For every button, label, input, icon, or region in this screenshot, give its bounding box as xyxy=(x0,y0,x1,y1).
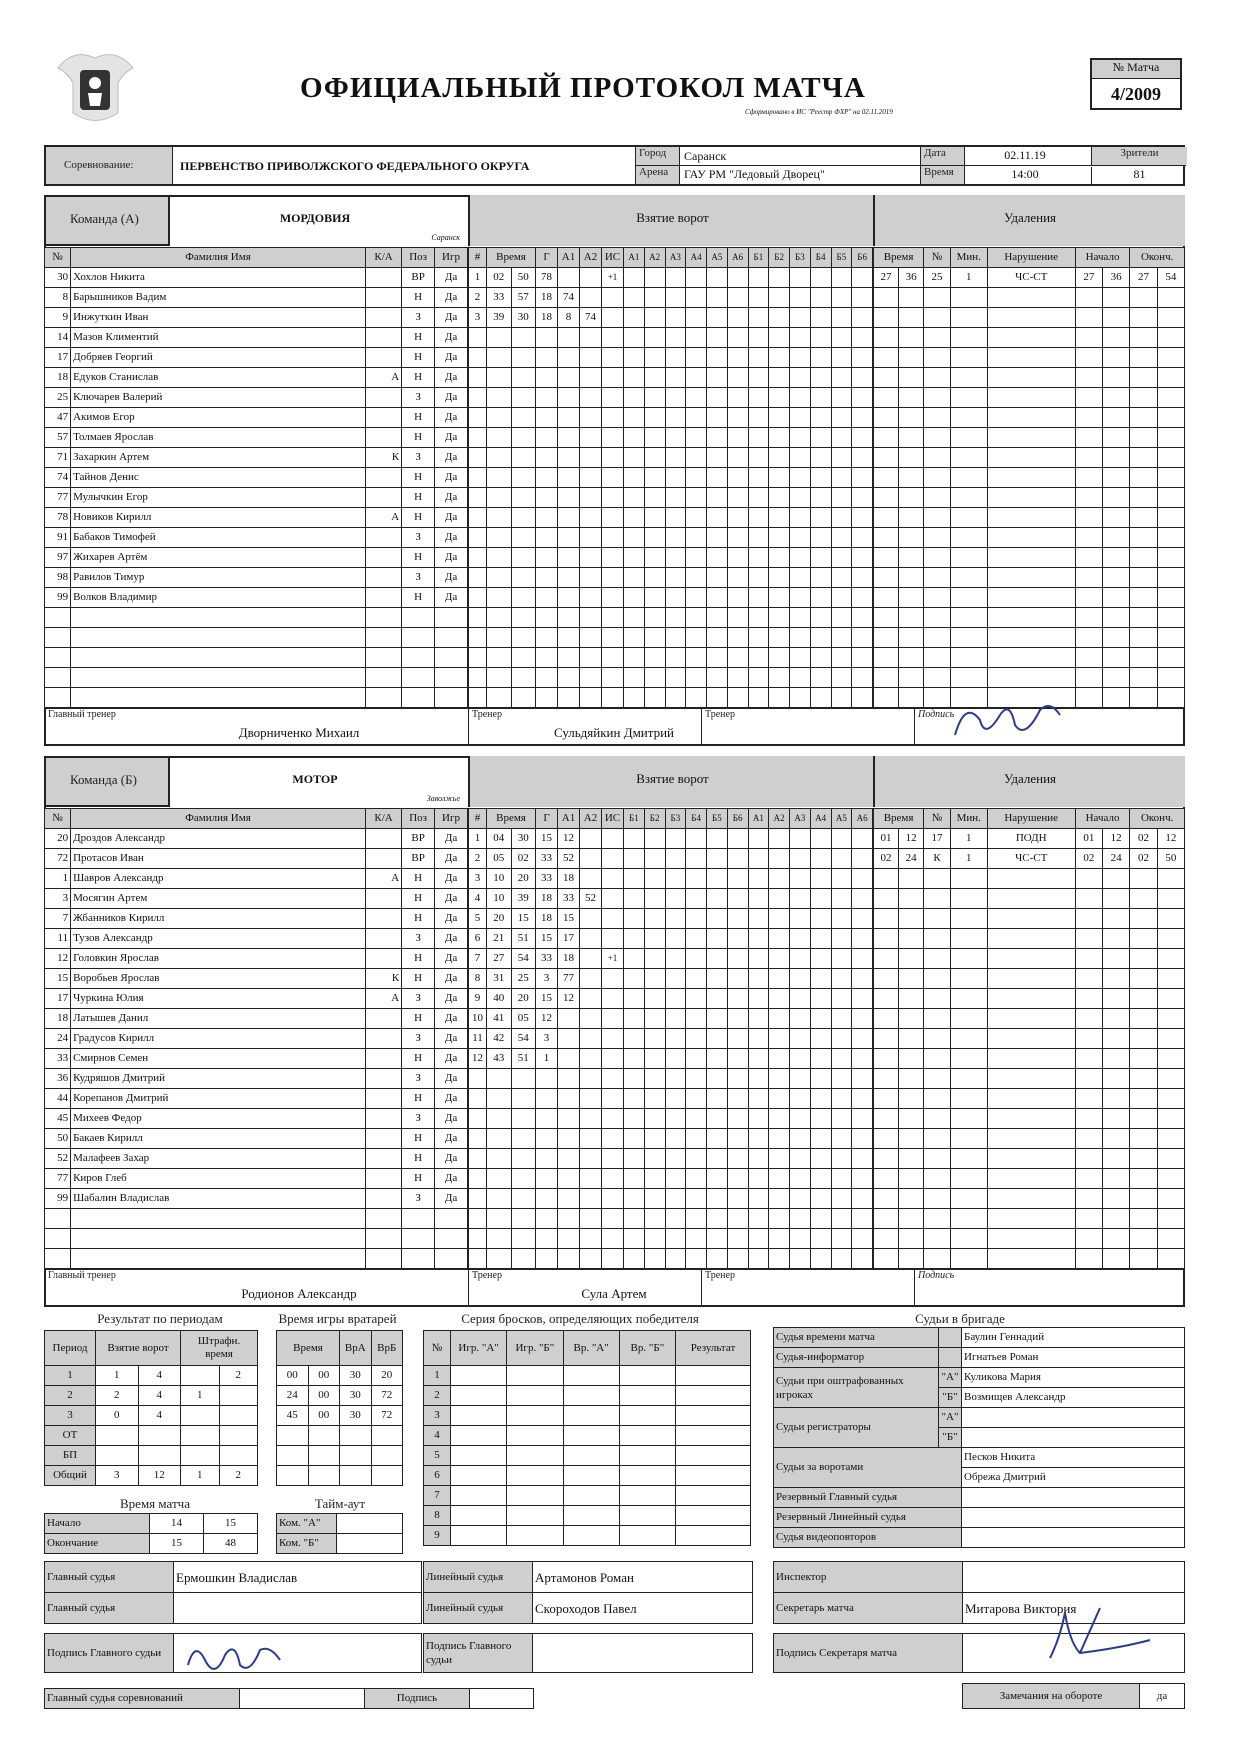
penalty-row: 27 36 25 1 ЧС-СТ 27 36 27 54 xyxy=(874,268,1185,288)
penalty-row xyxy=(874,388,1185,408)
goal-row xyxy=(469,468,873,488)
penalty-row xyxy=(874,1249,1185,1269)
inspector-table: Инспектор Секретарь матча Митарова Виктория xyxy=(773,1561,1185,1624)
player-row: 9 Инжуткин Иван З Да xyxy=(45,308,468,328)
player-row: 78 Новиков Кирилл А Н Да xyxy=(45,508,468,528)
head-coach: Родионов Александр xyxy=(241,1286,357,1301)
shootout-row: 3 xyxy=(424,1406,751,1426)
goal-row xyxy=(469,548,873,568)
goal-row xyxy=(469,1229,873,1249)
match-number: 4/2009 xyxy=(1110,84,1161,104)
shootout-row: 9 xyxy=(424,1526,751,1546)
goal-row xyxy=(469,648,873,668)
player-row: 11 Тузов Александр З Да xyxy=(45,929,468,949)
timeout-title: Тайм-аут xyxy=(314,1496,366,1511)
goal-row: 6 21 51 15 17 xyxy=(469,929,873,949)
penalty-row xyxy=(874,368,1185,388)
sign-main2-table: Подпись Главного судьи xyxy=(423,1633,753,1673)
goal-row: 12 43 51 1 xyxy=(469,1049,873,1069)
team-a-section xyxy=(44,195,1185,746)
competition-ref-table: Главный судья соревнований Подпись xyxy=(44,1688,534,1709)
goal-row xyxy=(469,668,873,688)
period-row: ОТ xyxy=(45,1426,258,1446)
penalties-title: Удаления xyxy=(1003,210,1057,225)
penalty-row xyxy=(874,568,1185,588)
penalty-row xyxy=(874,1129,1185,1149)
goal-row xyxy=(469,508,873,528)
gk-b-header: ВрБ xyxy=(371,1331,403,1366)
goalie-row: 45 00 30 72 xyxy=(277,1406,403,1426)
goal-row xyxy=(469,1129,873,1149)
penalty-row xyxy=(874,608,1185,628)
period-row: БП xyxy=(45,1446,258,1466)
penalty-row xyxy=(874,1149,1185,1169)
main-referee-signature xyxy=(180,1635,290,1685)
head-coach-label: Главный тренер xyxy=(48,709,116,720)
penalties-title: Удаления xyxy=(1003,771,1057,786)
penalty-row xyxy=(874,1009,1185,1029)
penalty-row xyxy=(874,949,1185,969)
goal-row xyxy=(469,388,873,408)
goal-row xyxy=(469,1089,873,1109)
period-header: Период xyxy=(45,1331,96,1366)
player-row: 14 Мазов Климентий Н Да xyxy=(45,328,468,348)
roster-table: № Фамилия Имя К/А Поз Игр 30 Хохлов Никита ВР Да 8 Барышников Вадим Н Да 9 Инжуткин Иван З Да 14 Мазов Климентий Н Да 17 Добряев Георгий Н Да 18 Едуков Станислав А Н Да 25 Ключарев Валерий З Да 47 Акимов Егор Н Да 57 Толмаев Ярослав Н Да 71 Захаркин Артем К З Да 74 Тайнов Денис Н Да 77 Мулычкин Егор Н Да 78 Новиков Кирилл А Н Да 91 Бабаков Тимофей З Да 97 Жихарев Артём Н Да 98 Равилов Тимур З Да 99 Волков Владимир Н Да xyxy=(44,247,468,708)
secretary-signature xyxy=(1040,1598,1160,1668)
team-label: Команда (А) xyxy=(70,211,139,226)
penalty-row xyxy=(874,428,1185,448)
period-row: 3 0 4 xyxy=(45,1406,258,1426)
info-bar xyxy=(44,145,1185,186)
goalie-time-title: Время игры вратарей xyxy=(278,1311,397,1326)
match-end-m: 48 xyxy=(204,1534,258,1554)
player-row: 36 Кудряшов Дмитрий З Да xyxy=(45,1069,468,1089)
penalty-row xyxy=(874,628,1185,648)
goal-row xyxy=(469,328,873,348)
coach-signature xyxy=(945,695,1070,750)
player-row: 12 Головкин Ярослав Н Да xyxy=(45,949,468,969)
penalty-row xyxy=(874,448,1185,468)
penalty-row xyxy=(874,1089,1185,1109)
time-label: Время xyxy=(921,166,965,184)
player-row: 98 Равилов Тимур З Да xyxy=(45,568,468,588)
goals-title: Взятие ворот xyxy=(636,771,709,786)
player-row: 74 Тайнов Денис Н Да xyxy=(45,468,468,488)
penalty-row xyxy=(874,548,1185,568)
shootout-row: 2 xyxy=(424,1386,751,1406)
penalty-row xyxy=(874,528,1185,548)
goal-row xyxy=(469,628,873,648)
shootout-row: 6 xyxy=(424,1466,751,1486)
penalty-row xyxy=(874,648,1185,668)
penalty-row xyxy=(874,308,1185,328)
penalty-row xyxy=(874,929,1185,949)
match-time-title: Время матча xyxy=(120,1496,190,1511)
goal-row: 10 41 05 12 xyxy=(469,1009,873,1029)
timeout-b-label: Ком. "Б" xyxy=(277,1534,337,1554)
match-number-box xyxy=(1090,58,1182,110)
competition-name: ПЕРВЕНСТВО ПРИВОЛЖСКОГО ФЕДЕРАЛЬНОГО ОКРУГА xyxy=(180,159,530,173)
player-row: 57 Толмаев Ярослав Н Да xyxy=(45,428,468,448)
player-row: 71 Захаркин Артем К З Да xyxy=(45,448,468,468)
line-referees-table: Линейный судья Артамонов Роман Линейный судья Скороходов Павел xyxy=(423,1561,753,1624)
period-row: 2 2 4 1 xyxy=(45,1386,258,1406)
player-row: 91 Бабаков Тимофей З Да xyxy=(45,528,468,548)
team-label: Команда (Б) xyxy=(70,772,137,787)
penalty-row xyxy=(874,869,1185,889)
goal-row xyxy=(469,348,873,368)
player-row: 33 Смирнов Семен Н Да xyxy=(45,1049,468,1069)
goal-row xyxy=(469,568,873,588)
match-end-label: Окончание xyxy=(45,1534,150,1554)
goals-table: # Время Г А1 А2 ИС Б1 Б2 Б3 Б4 Б5 Б6 А1 А2 А3 А4 А5 А6 1 04 30 15 12 2 05 02 33 52 3 10 20 33 18 4 10 39 18 33 52 5 20 15 18 15 6 21 51 15 17 7 27 54 33 18 +1 8 31 25 3 77 9 40 20 15 12 10 41 05 12 11 42 54 3 12 43 51 1 xyxy=(468,808,873,1269)
timeout-a-label: Ком. "А" xyxy=(277,1514,337,1534)
coach-label: Тренер xyxy=(472,709,502,720)
period-row: 1 1 4 2 xyxy=(45,1366,258,1386)
date: 02.11.19 xyxy=(1004,148,1046,162)
player-row: 20 Дроздов Александр ВР Да xyxy=(45,829,468,849)
goal-row xyxy=(469,428,873,448)
penalty-row xyxy=(874,588,1185,608)
player-row: 97 Жихарев Артём Н Да xyxy=(45,548,468,568)
goal-row: 11 42 54 3 xyxy=(469,1029,873,1049)
goal-row xyxy=(469,1109,873,1129)
goal-row: 9 40 20 15 12 xyxy=(469,989,873,1009)
document-title: ОФИЦИАЛЬНЫЙ ПРОТОКОЛ МАТЧА xyxy=(300,72,866,104)
period-results-title: Результат по периодам xyxy=(97,1311,223,1326)
goal-row xyxy=(469,1249,873,1269)
player-row: 18 Латышев Данил Н Да xyxy=(45,1009,468,1029)
goal-row xyxy=(469,1209,873,1229)
sign-label: Подпись xyxy=(918,709,955,720)
goal-row: 1 04 30 15 12 xyxy=(469,829,873,849)
player-row: 17 Добряев Георгий Н Да xyxy=(45,348,468,368)
city: Саранск xyxy=(684,149,727,163)
team-name: МОРДОВИЯ xyxy=(279,211,351,225)
player-row: 3 Мосягин Артем Н Да xyxy=(45,889,468,909)
player-row: 50 Бакаев Кирилл Н Да xyxy=(45,1129,468,1149)
roster-table: № Фамилия Имя К/А Поз Игр 20 Дроздов Александр ВР Да 72 Протасов Иван ВР Да 1 Шавров Александр А Н Да 3 Мосягин Артем Н Да 7 Жбанников Кирилл Н Да 11 Тузов Александр З Да 12 Головкин Ярослав Н Да 15 Воробьев Ярослав К Н Да 17 Чуркина Юлия А З Да 18 Латышев Данил Н Да 24 Градусов Кирилл З Да 33 Смирнов Семен Н Да 36 Кудряшов Дмитрий З Да 44 Корепанов Дмитрий Н Да 45 Михеев Федор З Да 50 Бакаев Кирилл Н Да 52 Малафеев Захар Н Да 77 Киров Глеб Н Да 99 Шабалин Владислав З Да xyxy=(44,808,468,1269)
goal-row xyxy=(469,1189,873,1209)
referees-table: Судья времени матча Баулин Геннадий Судья-информатор Игнатьев Роман Судьи при оштрафованных игроках "А" Куликова Мария "Б" Возмищев Александр Судьи регистраторы "А" "Б" Судьи за воротами Песков Никита Обрежа Дмитрий Резервный Главный судья Резервный Линейный судья Судья видеоповторов xyxy=(773,1327,1185,1548)
player-row: 17 Чуркина Юлия А З Да xyxy=(45,989,468,1009)
coach: Сульдяйкин Дмитрий xyxy=(553,725,675,740)
time: 14:00 xyxy=(1011,167,1039,181)
goalie-row xyxy=(277,1466,403,1486)
player-row: 30 Хохлов Никита ВР Да xyxy=(45,268,468,288)
penalty-row xyxy=(874,328,1185,348)
penalties-table: Время № Мин. Нарушение Начало Оконч. 27 36 25 1 ЧС-СТ 27 36 27 54 xyxy=(873,247,1185,708)
goal-row: 8 31 25 3 77 xyxy=(469,969,873,989)
shootout-row: 7 xyxy=(424,1486,751,1506)
head-coach-label: Главный тренер xyxy=(48,1270,116,1281)
sign-secretary-table: Подпись Секретаря матча xyxy=(773,1633,1185,1673)
match-start-h: 14 xyxy=(150,1514,204,1534)
penalty-header: Штрафн. время xyxy=(181,1331,258,1366)
goalie-row: 00 00 30 20 xyxy=(277,1366,403,1386)
spectators: 81 xyxy=(1091,167,1187,184)
penalty-row xyxy=(874,1229,1185,1249)
goal-row xyxy=(469,608,873,628)
main-referees-table: Главный судья Ермошкин Владислав Главный судья xyxy=(44,1561,422,1624)
goal-row: 2 33 57 18 74 xyxy=(469,288,873,308)
match-end-h: 15 xyxy=(150,1534,204,1554)
coach-label: Тренер xyxy=(472,1270,502,1281)
player-row: 24 Градусов Кирилл З Да xyxy=(45,1029,468,1049)
penalty-row xyxy=(874,468,1185,488)
shootout-row: 4 xyxy=(424,1426,751,1446)
shootout-title: Серия бросков, определяющих победителя xyxy=(461,1311,699,1326)
goal-row: 1 02 50 78 +1 xyxy=(469,268,873,288)
penalty-row xyxy=(874,348,1185,368)
penalty-row xyxy=(874,1069,1185,1089)
head-coach: Дворниченко Михаил xyxy=(238,725,360,740)
match-start-label: Начало xyxy=(45,1514,150,1534)
remarks-table: Замечания на обороте да xyxy=(962,1683,1185,1709)
player-row: 18 Едуков Станислав А Н Да xyxy=(45,368,468,388)
penalty-row xyxy=(874,1189,1185,1209)
goal-row xyxy=(469,1149,873,1169)
gk-time-header: Время xyxy=(277,1331,340,1366)
penalties-table: Время № Мин. Нарушение Начало Оконч. 01 12 17 1 ПОДН 01 12 02 12 02 24 К 1 ЧС-СТ 02 24 02 50 xyxy=(873,808,1185,1269)
city-label: Город xyxy=(636,147,680,166)
penalty-row xyxy=(874,889,1185,909)
goalie-row xyxy=(277,1446,403,1466)
shootout-table: № Игр. "А" Игр. "Б" Вр. "А" Вр. "Б" Результат 1 2 3 4 5 6 7 8 9 xyxy=(423,1330,751,1546)
player-row: 8 Барышников Вадим Н Да xyxy=(45,288,468,308)
penalty-row xyxy=(874,288,1185,308)
player-row: 52 Малафеев Захар Н Да xyxy=(45,1149,468,1169)
player-row: 15 Воробьев Ярослав К Н Да xyxy=(45,969,468,989)
goal-row: 3 39 30 18 8 74 xyxy=(469,308,873,328)
arena-label: Арена xyxy=(636,166,680,184)
date-label: Дата xyxy=(921,147,965,165)
spectators-label: Зрители xyxy=(1091,147,1187,165)
goals-table: # Время Г А1 А2 ИС А1 А2 А3 А4 А5 А6 Б1 Б2 Б3 Б4 Б5 Б6 1 02 50 78 +1 2 33 57 18 74 3 39 30 18 8 74 xyxy=(468,247,873,708)
team-name: МОТОР xyxy=(292,772,338,786)
goalie-row: 24 00 30 72 xyxy=(277,1386,403,1406)
penalty-row xyxy=(874,668,1185,688)
goal-row xyxy=(469,528,873,548)
penalty-row: 02 24 К 1 ЧС-СТ 02 24 02 50 xyxy=(874,849,1185,869)
federation-logo xyxy=(48,38,143,133)
player-row: 45 Михеев Федор З Да xyxy=(45,1109,468,1129)
team-city: Заволжье xyxy=(426,794,460,803)
penalty-row xyxy=(874,989,1185,1009)
player-row: 99 Волков Владимир Н Да xyxy=(45,588,468,608)
shootout-row: 1 xyxy=(424,1366,751,1386)
timeout-table xyxy=(276,1513,403,1554)
coach2-label: Тренер xyxy=(705,709,735,720)
player-row: 44 Корепанов Дмитрий Н Да xyxy=(45,1089,468,1109)
goalie-row xyxy=(277,1426,403,1446)
penalty-row xyxy=(874,408,1185,428)
period-results-table xyxy=(44,1330,258,1486)
goalie-time-table xyxy=(276,1330,403,1486)
goal-row xyxy=(469,408,873,428)
goal-row: 4 10 39 18 33 52 xyxy=(469,889,873,909)
player-row: 47 Акимов Егор Н Да xyxy=(45,408,468,428)
goal-row xyxy=(469,1069,873,1089)
player-row: 77 Мулычкин Егор Н Да xyxy=(45,488,468,508)
goal-row xyxy=(469,688,873,708)
goals-header: Взятие ворот xyxy=(96,1331,181,1366)
goal-row xyxy=(469,1169,873,1189)
goal-row: 2 05 02 33 52 xyxy=(469,849,873,869)
player-row: 99 Шабалин Владислав З Да xyxy=(45,1189,468,1209)
player-row: 77 Киров Глеб Н Да xyxy=(45,1169,468,1189)
coach2-label: Тренер xyxy=(705,1270,735,1281)
arena: ГАУ РМ "Ледовый Дворец" xyxy=(684,167,825,181)
goal-row xyxy=(469,588,873,608)
period-row: Общий 3 12 1 2 xyxy=(45,1466,258,1486)
sign-label: Подпись xyxy=(918,1270,955,1281)
team-b-section xyxy=(44,756,1185,1307)
goals-title: Взятие ворот xyxy=(636,210,709,225)
goal-row: 3 10 20 33 18 xyxy=(469,869,873,889)
penalty-row: 01 12 17 1 ПОДН 01 12 02 12 xyxy=(874,829,1185,849)
goal-row: 7 27 54 33 18 +1 xyxy=(469,949,873,969)
player-row: 72 Протасов Иван ВР Да xyxy=(45,849,468,869)
penalty-row xyxy=(874,909,1185,929)
sign-main-table: Подпись Главного судьи xyxy=(44,1633,422,1673)
shootout-row: 8 xyxy=(424,1506,751,1526)
goal-row: 5 20 15 18 15 xyxy=(469,909,873,929)
referees-title: Судьи в бригаде xyxy=(915,1311,1005,1326)
competition-label: Соревнование: xyxy=(64,159,134,171)
player-row: 7 Жбанников Кирилл Н Да xyxy=(45,909,468,929)
coach: Сула Артем xyxy=(581,1286,647,1301)
penalty-row xyxy=(874,1029,1185,1049)
penalty-row xyxy=(874,508,1185,528)
goal-row xyxy=(469,368,873,388)
match-number-label: № Матча xyxy=(1092,60,1180,79)
penalty-row xyxy=(874,1049,1185,1069)
player-row: 25 Ключарев Валерий З Да xyxy=(45,388,468,408)
team-city: Саранск xyxy=(431,233,460,242)
generated-note: Сформировано в ИС "Реестр ФХР" на 02.11.2019 xyxy=(745,108,893,116)
goal-row xyxy=(469,488,873,508)
player-row: 1 Шавров Александр А Н Да xyxy=(45,869,468,889)
shootout-row: 5 xyxy=(424,1446,751,1466)
match-time-table xyxy=(44,1513,258,1554)
goal-row xyxy=(469,448,873,468)
penalty-row xyxy=(874,1169,1185,1189)
penalty-row xyxy=(874,1109,1185,1129)
penalty-row xyxy=(874,488,1185,508)
penalty-row xyxy=(874,1209,1185,1229)
penalty-row xyxy=(874,969,1185,989)
match-start-m: 15 xyxy=(204,1514,258,1534)
gk-a-header: ВрА xyxy=(340,1331,372,1366)
